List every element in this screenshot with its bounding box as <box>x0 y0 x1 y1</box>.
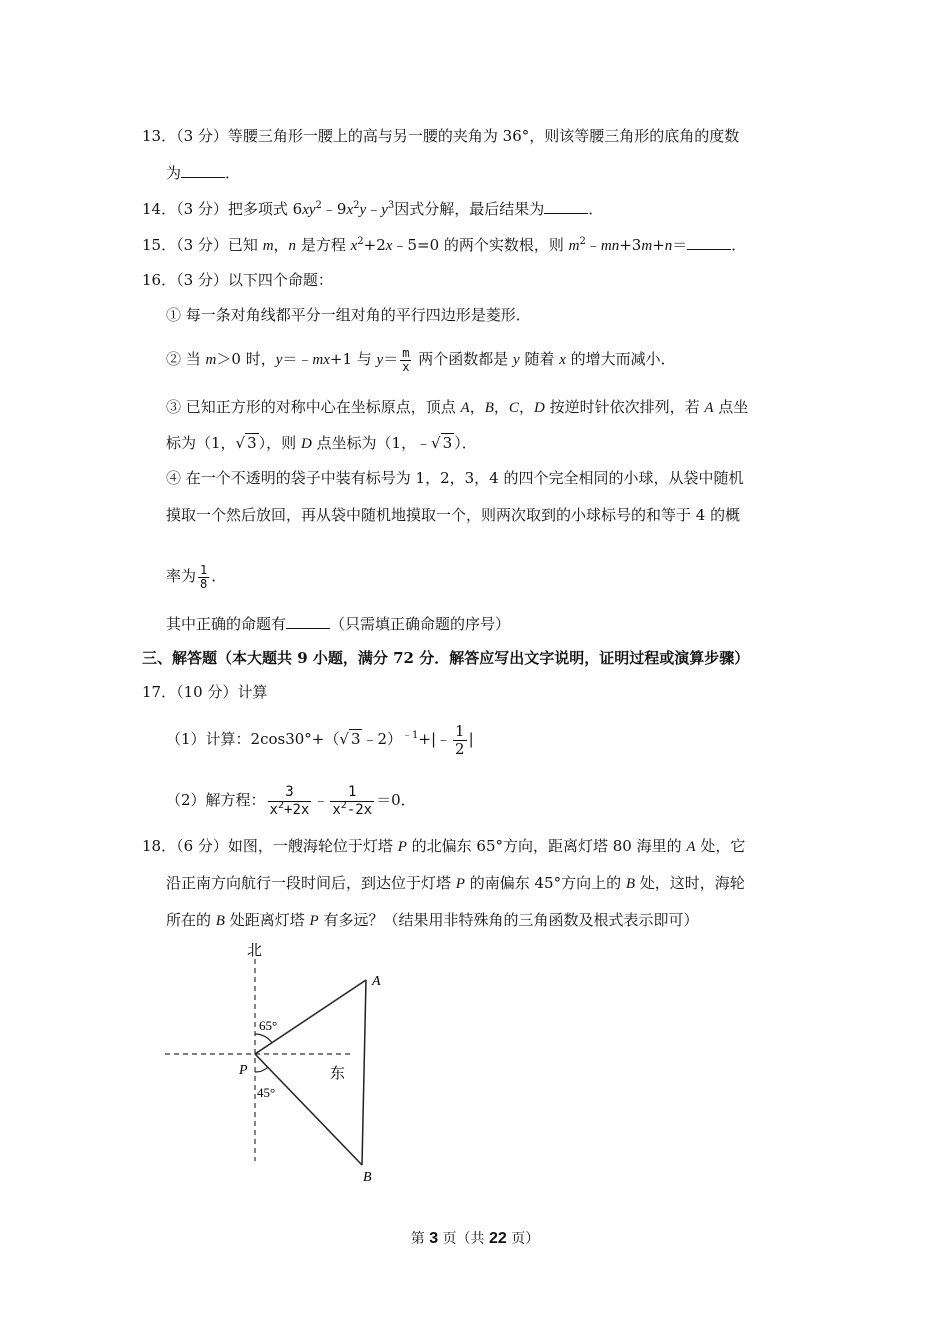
east-label: 东 <box>330 1066 346 1082</box>
angle-arc-45 <box>255 1067 268 1072</box>
lighthouse-diagram <box>160 935 400 1185</box>
q18-l3-c: 有多远？（结果用非特殊角的三角函数及根式表示即可） <box>318 911 699 929</box>
q16-p2-mid2: +1 与 <box>329 350 377 368</box>
q16-prop3-line1: ③ 已知正方形的对称中心在坐标原点，顶点 A，B，C，D 按逆时针依次排列，若 A 点坐 <box>166 398 749 416</box>
footer-post: 页） <box>506 1231 540 1247</box>
q17-p1-exponent: ﹣1 <box>402 730 419 741</box>
q16-p3-d: 标为（1， <box>166 434 236 452</box>
q16-p2-mid: ＝﹣ <box>282 350 313 368</box>
q16-p3-b: 按逆时针依次排列，若 <box>544 398 705 416</box>
q16-ask-pre: 其中正确的命题有 <box>166 615 287 633</box>
q16-prop4-line2 <box>166 505 740 525</box>
q16-prop3-line2: 标为（1，√ 3 ），则 D 点坐标为（1，﹣√ 3 ）． <box>166 434 477 452</box>
section-3-text: 三、解答题（本大题共 9 小题，满分 72 分．解答应写出文字说明，证明过程或演算步骤） <box>142 649 750 667</box>
q17-score: （10 分） <box>176 683 238 701</box>
q16-ask <box>166 614 510 634</box>
footer-mid: 页（共 <box>438 1231 489 1247</box>
q13-text: 等腰三角形一腰上的高与另一腰的夹角为 36°，则该等腰三角形的底角的度数 <box>227 127 740 145</box>
q16-p2-post: 两个函数都是 <box>413 350 514 368</box>
q16-line <box>142 270 333 290</box>
q15-answer-blank[interactable] <box>687 235 731 250</box>
q16-p2-pre: ② 当 <box>166 350 206 368</box>
q17-part2 <box>166 778 416 822</box>
q17-p1-end: | <box>468 730 474 748</box>
angle-label-45: 45° <box>257 1085 276 1100</box>
q13-end: ． <box>225 164 241 182</box>
angle-arc-65 <box>255 1034 272 1043</box>
q16-intro: 以下四个命题： <box>227 271 333 289</box>
q17-p1-pre: （1）计算：2cos30°+（ <box>166 730 340 748</box>
q17-p2-fraction1 <box>268 784 312 819</box>
fraction-numerator: 3 <box>285 783 294 800</box>
q17-p2-minus: ﹣ <box>313 791 329 809</box>
q18-l1-c: 处，它 <box>695 837 746 855</box>
fraction-numerator: 1 <box>200 562 208 577</box>
q17-part1 <box>166 720 474 758</box>
q14-line: 14．（3 分）把多项式 $6xy^2﹣9x^2y﹣y^3$因式分解，最后结果为 ． <box>142 200 604 218</box>
q16-p3-g: ）． <box>454 434 477 452</box>
q13-line2 <box>166 163 240 183</box>
q17-p2-end: ＝0． <box>376 791 416 809</box>
q13-line1 <box>142 126 739 146</box>
q16-p4-end: ． <box>211 567 227 585</box>
label-A: A <box>372 974 381 989</box>
q16-p2-fraction <box>400 347 411 374</box>
q18-l3-a: 所在的 <box>166 911 216 929</box>
q17-p2-pre: （2）解方程： <box>166 791 266 809</box>
footer-pre: 第 <box>410 1231 430 1247</box>
q18-l1-b: 的北偏东 65°方向，距离灯塔 80 海里的 <box>406 837 687 855</box>
q17-p1-post: +|﹣ <box>418 730 452 748</box>
q17-p1-mid: ﹣2） <box>362 730 403 748</box>
segment-PB <box>255 1054 362 1165</box>
q17-p1-fraction <box>453 723 467 758</box>
q17-line <box>142 682 267 702</box>
q15-text-pre: 已知 <box>227 236 263 254</box>
q13-number: 13． <box>142 127 177 145</box>
q16-p3-f: 点坐标为（1，﹣ <box>311 434 432 452</box>
sqrt3-symbol: √ 3 <box>339 730 361 748</box>
section-3-heading <box>142 648 749 668</box>
fraction-denominator: $x^2-2x$ <box>332 799 373 818</box>
q18-line3: 所在的 B 处距离灯塔 P 有多远？（结果用非特殊角的三角函数及根式表示即可） <box>166 911 699 929</box>
q16-prop4-line1 <box>166 468 743 488</box>
q16-p4-fraction <box>198 564 209 591</box>
q16-p3-a: ③ 已知正方形的对称中心在坐标原点，顶点 <box>166 398 461 416</box>
q16-prop1-text: ① 每一条对角线都平分一组对角的平行四边形是菱形． <box>166 306 531 324</box>
q14-number: 14． <box>142 200 177 218</box>
q15-line: 15．（3 分）已知 m，n 是方程 $x^2+2x﹣5=0$ 的两个实数根，则 $m^2﹣mn+3m+n=$ ． <box>142 236 747 254</box>
q17-p2-fraction2 <box>330 784 374 819</box>
q18-line1: 18．（6 分）如图，一艘海轮位于灯塔 P 的北偏东 65°方向，距离灯塔 80 海里的 A 处，它 <box>142 837 746 855</box>
q16-p2-post3: 的增大而减小． <box>565 350 676 368</box>
q18-score: （6 分） <box>176 837 228 855</box>
angle-label-65: 65° <box>259 1018 278 1033</box>
q16-p3-c: 点坐 <box>713 398 749 416</box>
q16-prop4-line3 <box>166 557 226 595</box>
total-page-count: 22 <box>489 1230 507 1247</box>
current-page-number: 3 <box>429 1230 439 1247</box>
q18-l2-a: 沿正南方向航行一段时间后，到达位于灯塔 <box>166 874 456 892</box>
q16-p4-c: 率为 <box>166 567 197 585</box>
q18-l2-b: 的南偏东 45°方向上的 <box>464 874 626 892</box>
q14-score: （3 分） <box>176 200 228 218</box>
q15-number: 15． <box>142 236 177 254</box>
q16-p4-b: 摸取一个然后放回，再从袋中随机地摸取一个，则两次取到的小球标号的和等于 4 的概 <box>166 506 741 524</box>
q18-line2: 沿正南方向航行一段时间后，到达位于灯塔 P 的南偏东 45°方向上的 B 处，这时，海轮 <box>166 874 745 892</box>
sqrt3-symbol: √ 3 <box>431 434 453 452</box>
q18-number: 18． <box>142 837 177 855</box>
north-label: 北 <box>247 943 263 959</box>
q14-text-pre: 把多项式 6 <box>227 200 303 218</box>
label-P: P <box>239 1063 248 1078</box>
fraction-numerator: 1 <box>347 783 357 800</box>
q18-l3-b: 处距离灯塔 <box>224 911 310 929</box>
fraction-numerator: 1 <box>455 721 465 740</box>
fraction-denominator: $x^2+2x$ <box>269 799 310 818</box>
fraction-denominator: x <box>402 359 410 374</box>
q15-text-eq: =0 的两个实数根，则 <box>417 236 569 254</box>
q16-answer-blank[interactable] <box>286 614 330 629</box>
q14-text-post: 因式分解，最后结果为 <box>394 200 545 218</box>
q15-text-mid: 是方程 <box>300 236 351 254</box>
q16-ask-post: （只需填正确命题的序号） <box>330 615 511 633</box>
q18-l1-a: 如图，一艘海轮位于灯塔 <box>227 837 398 855</box>
q14-end: ． <box>588 200 604 218</box>
q17-number: 17． <box>142 683 177 701</box>
q13-text-b: 为 <box>166 164 182 182</box>
q16-score: （3 分） <box>176 271 228 289</box>
q16-p2-cond: ＞0 时， <box>216 350 276 368</box>
q15-score: （3 分） <box>176 236 228 254</box>
segment-AB <box>362 980 366 1165</box>
fraction-numerator: m <box>402 345 410 360</box>
label-B: B <box>363 1170 372 1185</box>
q16-p4-a: ④ 在一个不透明的袋子中装有标号为 1，2，3，4 的四个完全相同的小球，从袋中随机 <box>166 469 744 487</box>
q16-number: 16． <box>142 271 177 289</box>
fraction-denominator: 2 <box>455 739 465 758</box>
fraction-denominator: 8 <box>200 576 208 591</box>
q17-title: 计算 <box>237 683 268 701</box>
q13-score: （3 分） <box>176 127 228 145</box>
page-footer <box>0 1228 950 1248</box>
sqrt3-symbol: √ 3 <box>235 434 257 452</box>
q14-answer-blank[interactable] <box>544 199 588 214</box>
q16-prop2: ② 当 m＞0 时，y＝﹣mx+1 与 y＝ $\frac{m}{x}$ 两个函数都是 y 随着 x 的增大而减小． <box>166 345 676 374</box>
q16-p2-eq: ＝ <box>383 350 399 368</box>
q15-end: ． <box>731 236 747 254</box>
q16-p3-e: ），则 <box>258 434 301 452</box>
q18-l2-c: 处，这时，海轮 <box>635 874 745 892</box>
q16-p2-post2: 随着 <box>519 350 560 368</box>
q16-prop1 <box>166 305 531 325</box>
q13-answer-blank[interactable] <box>181 163 225 178</box>
